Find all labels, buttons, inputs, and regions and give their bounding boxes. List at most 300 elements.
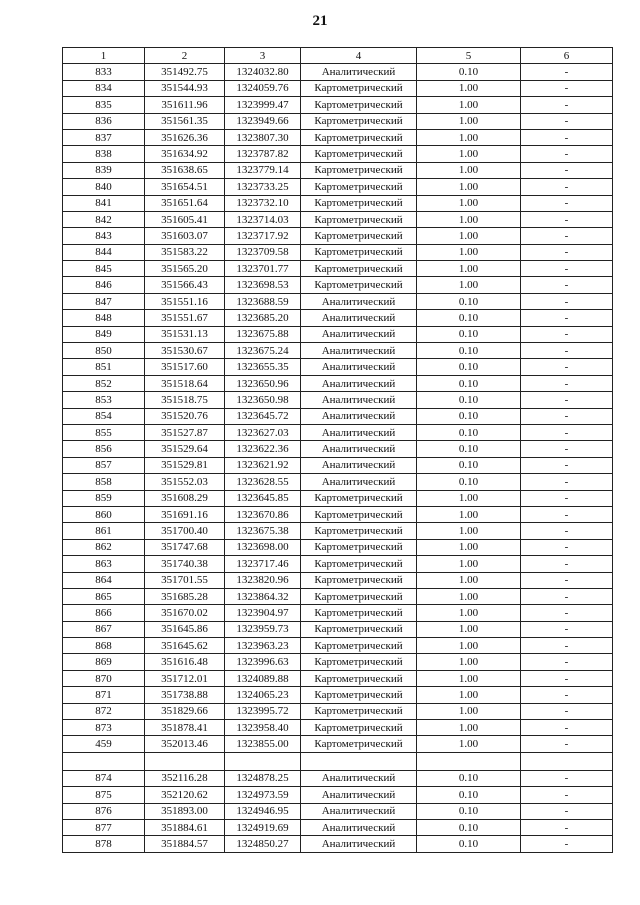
table-cell: 351747.68 xyxy=(145,539,225,555)
table-cell: 352116.28 xyxy=(145,770,225,786)
table-cell: 840 xyxy=(63,179,145,195)
table-cell: 1324059.76 xyxy=(225,80,301,96)
table-cell: - xyxy=(521,64,613,80)
table-cell: Картометрический xyxy=(301,687,417,703)
table-cell xyxy=(417,752,521,770)
table-cell: 855 xyxy=(63,424,145,440)
table-cell: Аналитический xyxy=(301,457,417,473)
table-cell: 351884.57 xyxy=(145,836,225,852)
table-cell: 838 xyxy=(63,146,145,162)
table-cell: 351518.64 xyxy=(145,375,225,391)
table-cell: 854 xyxy=(63,408,145,424)
table-cell: 842 xyxy=(63,211,145,227)
table-cell: 877 xyxy=(63,819,145,835)
table-cell: 1323807.30 xyxy=(225,129,301,145)
table-row xyxy=(63,588,613,604)
table-cell: - xyxy=(521,146,613,162)
table-header-row xyxy=(63,48,613,64)
table-cell: - xyxy=(521,129,613,145)
table-cell: 0.10 xyxy=(417,457,521,473)
table-row xyxy=(63,179,613,195)
table-cell: - xyxy=(521,195,613,211)
table-cell: 351611.96 xyxy=(145,97,225,113)
table-cell: Картометрический xyxy=(301,277,417,293)
table-cell: 878 xyxy=(63,836,145,852)
table-cell: Аналитический xyxy=(301,408,417,424)
table-cell: 351565.20 xyxy=(145,261,225,277)
table-cell: - xyxy=(521,605,613,621)
table-row xyxy=(63,819,613,835)
table-cell: 351531.13 xyxy=(145,326,225,342)
table-cell: 839 xyxy=(63,162,145,178)
table-cell: 860 xyxy=(63,506,145,522)
table-cell xyxy=(301,752,417,770)
table-cell: 869 xyxy=(63,654,145,670)
table-cell: 1323996.63 xyxy=(225,654,301,670)
table-cell: 1.00 xyxy=(417,113,521,129)
table-cell: Аналитический xyxy=(301,375,417,391)
table-cell: 837 xyxy=(63,129,145,145)
table-cell: 351517.60 xyxy=(145,359,225,375)
table-row xyxy=(63,803,613,819)
table-cell: 867 xyxy=(63,621,145,637)
table-cell: - xyxy=(521,97,613,113)
table-row xyxy=(63,113,613,129)
table-cell: Картометрический xyxy=(301,720,417,736)
header-cell: 4 xyxy=(301,48,417,64)
table-cell: 351561.35 xyxy=(145,113,225,129)
table-cell: 351893.00 xyxy=(145,803,225,819)
table-row xyxy=(63,836,613,852)
table-cell: 876 xyxy=(63,803,145,819)
table-cell: Картометрический xyxy=(301,523,417,539)
table-cell: - xyxy=(521,506,613,522)
table-cell: - xyxy=(521,424,613,440)
table-row xyxy=(63,343,613,359)
table-cell: - xyxy=(521,703,613,719)
table-cell: 1.00 xyxy=(417,490,521,506)
table-cell: Аналитический xyxy=(301,392,417,408)
table-row xyxy=(63,670,613,686)
table-cell: 351701.55 xyxy=(145,572,225,588)
table-cell: Картометрический xyxy=(301,490,417,506)
table-cell: - xyxy=(521,277,613,293)
table-cell: Картометрический xyxy=(301,703,417,719)
table-cell: 352120.62 xyxy=(145,787,225,803)
table-cell: - xyxy=(521,539,613,555)
table-cell: - xyxy=(521,326,613,342)
table-cell: 1323628.55 xyxy=(225,474,301,490)
table-cell: - xyxy=(521,343,613,359)
table-cell: 1323675.38 xyxy=(225,523,301,539)
table-cell: 351520.76 xyxy=(145,408,225,424)
table-row xyxy=(63,621,613,637)
table-cell: 0.10 xyxy=(417,310,521,326)
table-cell: 351518.75 xyxy=(145,392,225,408)
table-cell xyxy=(225,752,301,770)
table-row xyxy=(63,638,613,654)
table-row xyxy=(63,326,613,342)
table-cell: Картометрический xyxy=(301,80,417,96)
table-cell: 1.00 xyxy=(417,605,521,621)
table-cell: - xyxy=(521,720,613,736)
table-cell: Картометрический xyxy=(301,670,417,686)
table-cell: 1.00 xyxy=(417,736,521,752)
table-cell: 1.00 xyxy=(417,670,521,686)
table-cell: Картометрический xyxy=(301,113,417,129)
table-cell: 1324973.59 xyxy=(225,787,301,803)
table-cell: 1323904.97 xyxy=(225,605,301,621)
table-cell: 1324919.69 xyxy=(225,819,301,835)
table-cell: 861 xyxy=(63,523,145,539)
table-cell: 1.00 xyxy=(417,621,521,637)
table-cell: 0.10 xyxy=(417,408,521,424)
table-cell: Картометрический xyxy=(301,261,417,277)
table-cell: Картометрический xyxy=(301,97,417,113)
table-cell: Аналитический xyxy=(301,787,417,803)
table-cell: 1323655.35 xyxy=(225,359,301,375)
table-cell: 1.00 xyxy=(417,506,521,522)
table-cell: 1.00 xyxy=(417,539,521,555)
table-cell: 874 xyxy=(63,770,145,786)
table-cell: - xyxy=(521,375,613,391)
table-cell: Аналитический xyxy=(301,359,417,375)
table-cell: 1.00 xyxy=(417,228,521,244)
table-cell: 1.00 xyxy=(417,129,521,145)
table-cell: 351583.22 xyxy=(145,244,225,260)
table-cell: 0.10 xyxy=(417,375,521,391)
table-cell: 1.00 xyxy=(417,146,521,162)
table-cell: 0.10 xyxy=(417,787,521,803)
table-cell: 1323645.85 xyxy=(225,490,301,506)
table-cell: 351527.87 xyxy=(145,424,225,440)
table-cell: 351492.75 xyxy=(145,64,225,80)
table-cell: - xyxy=(521,359,613,375)
table-row xyxy=(63,195,613,211)
table-cell xyxy=(521,752,613,770)
table-cell: 864 xyxy=(63,572,145,588)
table-cell: 844 xyxy=(63,244,145,260)
table-cell: Картометрический xyxy=(301,736,417,752)
table-body xyxy=(63,64,613,852)
table-cell: 1.00 xyxy=(417,572,521,588)
table-cell: 1323732.10 xyxy=(225,195,301,211)
table-cell: 856 xyxy=(63,441,145,457)
table-row xyxy=(63,654,613,670)
table-cell: 1323733.25 xyxy=(225,179,301,195)
table-cell: 1324946.95 xyxy=(225,803,301,819)
table-cell: 0.10 xyxy=(417,64,521,80)
table-cell: 1324878.25 xyxy=(225,770,301,786)
table-row xyxy=(63,770,613,786)
table-cell: 1323675.24 xyxy=(225,343,301,359)
table-row xyxy=(63,457,613,473)
table-cell: 859 xyxy=(63,490,145,506)
table-cell: 1324032.80 xyxy=(225,64,301,80)
table-cell: 1323627.03 xyxy=(225,424,301,440)
table-cell: Аналитический xyxy=(301,64,417,80)
table-cell: 1323698.53 xyxy=(225,277,301,293)
table-cell: 843 xyxy=(63,228,145,244)
table-cell: - xyxy=(521,556,613,572)
table-cell: - xyxy=(521,770,613,786)
table-cell: 1323995.72 xyxy=(225,703,301,719)
table-row xyxy=(63,787,613,803)
table-cell: 847 xyxy=(63,293,145,309)
table-cell: 351529.64 xyxy=(145,441,225,457)
table-cell: 1323714.03 xyxy=(225,211,301,227)
table-cell: 841 xyxy=(63,195,145,211)
table-cell: 351691.16 xyxy=(145,506,225,522)
table-cell: Картометрический xyxy=(301,129,417,145)
table-cell: 862 xyxy=(63,539,145,555)
table-cell: 1323855.00 xyxy=(225,736,301,752)
table-cell: 857 xyxy=(63,457,145,473)
table-cell: Картометрический xyxy=(301,179,417,195)
table-row xyxy=(63,490,613,506)
table-cell xyxy=(63,752,145,770)
table-cell: 459 xyxy=(63,736,145,752)
table-cell: 1.00 xyxy=(417,179,521,195)
table-cell: 1323685.20 xyxy=(225,310,301,326)
table-cell: - xyxy=(521,787,613,803)
table-cell: Картометрический xyxy=(301,588,417,604)
table-cell: 1323701.77 xyxy=(225,261,301,277)
table-cell: 0.10 xyxy=(417,474,521,490)
table-cell: 1.00 xyxy=(417,261,521,277)
table-cell: - xyxy=(521,654,613,670)
table-row xyxy=(63,146,613,162)
table-cell: 351608.29 xyxy=(145,490,225,506)
table-row xyxy=(63,441,613,457)
table-cell: 351529.81 xyxy=(145,457,225,473)
table-row xyxy=(63,408,613,424)
table-cell: 351740.38 xyxy=(145,556,225,572)
table-cell: - xyxy=(521,457,613,473)
table-cell: 1323621.92 xyxy=(225,457,301,473)
table-cell: Аналитический xyxy=(301,819,417,835)
table-cell: 868 xyxy=(63,638,145,654)
table-cell: Картометрический xyxy=(301,228,417,244)
table-row xyxy=(63,539,613,555)
header-cell: 3 xyxy=(225,48,301,64)
table-cell: 851 xyxy=(63,359,145,375)
table-cell: 352013.46 xyxy=(145,736,225,752)
table-cell: 1.00 xyxy=(417,556,521,572)
table-cell: 1.00 xyxy=(417,80,521,96)
table-cell: 351685.28 xyxy=(145,588,225,604)
table-cell xyxy=(145,752,225,770)
table-row xyxy=(63,129,613,145)
header-cell: 6 xyxy=(521,48,613,64)
table-row xyxy=(63,736,613,752)
table-cell: 1323963.23 xyxy=(225,638,301,654)
table-cell: 1323622.36 xyxy=(225,441,301,457)
table-cell: 351603.07 xyxy=(145,228,225,244)
table-cell: 875 xyxy=(63,787,145,803)
table-cell: 848 xyxy=(63,310,145,326)
table-cell: - xyxy=(521,441,613,457)
table-cell: 351670.02 xyxy=(145,605,225,621)
table-cell: 858 xyxy=(63,474,145,490)
table-cell: 850 xyxy=(63,343,145,359)
table-cell: 866 xyxy=(63,605,145,621)
table-cell: 351700.40 xyxy=(145,523,225,539)
table-cell: 1323949.66 xyxy=(225,113,301,129)
table-cell: 1323864.32 xyxy=(225,588,301,604)
table-row xyxy=(63,211,613,227)
table-cell: Картометрический xyxy=(301,621,417,637)
table-cell: 1.00 xyxy=(417,195,521,211)
table-cell: 1323670.86 xyxy=(225,506,301,522)
table-cell: 1323999.47 xyxy=(225,97,301,113)
table-cell: - xyxy=(521,687,613,703)
table-row xyxy=(63,97,613,113)
table-cell: - xyxy=(521,819,613,835)
table-cell: 351638.65 xyxy=(145,162,225,178)
table-row xyxy=(63,359,613,375)
table-cell: 0.10 xyxy=(417,836,521,852)
table-cell: 852 xyxy=(63,375,145,391)
table-cell: Картометрический xyxy=(301,572,417,588)
table-cell: Аналитический xyxy=(301,474,417,490)
table-cell: 1.00 xyxy=(417,211,521,227)
table-cell: 1.00 xyxy=(417,523,521,539)
table-cell: Картометрический xyxy=(301,162,417,178)
table-cell: 0.10 xyxy=(417,343,521,359)
table-cell: 1323787.82 xyxy=(225,146,301,162)
coordinates-table xyxy=(62,47,613,853)
table-cell: - xyxy=(521,261,613,277)
table-cell: 865 xyxy=(63,588,145,604)
table-cell: 351530.67 xyxy=(145,343,225,359)
table-cell: 0.10 xyxy=(417,359,521,375)
table-cell: - xyxy=(521,244,613,260)
table-row xyxy=(63,244,613,260)
table-cell: 351626.36 xyxy=(145,129,225,145)
table-cell: - xyxy=(521,392,613,408)
table-cell: 1323650.96 xyxy=(225,375,301,391)
table-cell: - xyxy=(521,572,613,588)
table-cell: 351884.61 xyxy=(145,819,225,835)
table-cell: Картометрический xyxy=(301,211,417,227)
table-cell: 0.10 xyxy=(417,424,521,440)
table-cell: 1324089.88 xyxy=(225,670,301,686)
table-cell: 1324850.27 xyxy=(225,836,301,852)
table-row xyxy=(63,523,613,539)
table-cell: Картометрический xyxy=(301,195,417,211)
header-cell: 1 xyxy=(63,48,145,64)
table-cell: 351552.03 xyxy=(145,474,225,490)
table-cell: - xyxy=(521,588,613,604)
table-cell: 1323958.40 xyxy=(225,720,301,736)
table-cell: 351551.67 xyxy=(145,310,225,326)
table-cell: 833 xyxy=(63,64,145,80)
table-row xyxy=(63,720,613,736)
table-cell: Аналитический xyxy=(301,770,417,786)
table-cell: 1.00 xyxy=(417,244,521,260)
table-cell: 836 xyxy=(63,113,145,129)
table-cell: 351651.64 xyxy=(145,195,225,211)
table-cell: Аналитический xyxy=(301,836,417,852)
table-cell: 1323717.92 xyxy=(225,228,301,244)
table-cell: - xyxy=(521,113,613,129)
table-row xyxy=(63,424,613,440)
table-cell: 835 xyxy=(63,97,145,113)
table-cell: 849 xyxy=(63,326,145,342)
table-row xyxy=(63,556,613,572)
table-row xyxy=(63,228,613,244)
table-cell: 1323779.14 xyxy=(225,162,301,178)
table-cell: 351616.48 xyxy=(145,654,225,670)
table-row xyxy=(63,261,613,277)
table-row xyxy=(63,605,613,621)
table-row xyxy=(63,64,613,80)
table-cell: - xyxy=(521,803,613,819)
table-cell: 1.00 xyxy=(417,720,521,736)
table-cell: 1.00 xyxy=(417,588,521,604)
table-cell: 1.00 xyxy=(417,277,521,293)
table-cell: Аналитический xyxy=(301,803,417,819)
table-row xyxy=(63,474,613,490)
table-cell: - xyxy=(521,228,613,244)
table-cell: - xyxy=(521,836,613,852)
table-cell: - xyxy=(521,736,613,752)
table-cell: 863 xyxy=(63,556,145,572)
table-cell: 0.10 xyxy=(417,803,521,819)
table-cell: Аналитический xyxy=(301,343,417,359)
table-cell: 0.10 xyxy=(417,326,521,342)
header-cell: 2 xyxy=(145,48,225,64)
table-cell: - xyxy=(521,523,613,539)
table-cell: - xyxy=(521,474,613,490)
table-cell: Картометрический xyxy=(301,605,417,621)
table-cell: - xyxy=(521,490,613,506)
table-row xyxy=(63,80,613,96)
table-cell: 0.10 xyxy=(417,392,521,408)
table-cell: Картометрический xyxy=(301,146,417,162)
table-cell: Картометрический xyxy=(301,539,417,555)
table-cell: Картометрический xyxy=(301,638,417,654)
table-cell: 0.10 xyxy=(417,293,521,309)
table-cell: 834 xyxy=(63,80,145,96)
table-cell: 351566.43 xyxy=(145,277,225,293)
table-row xyxy=(63,506,613,522)
table-cell: Картометрический xyxy=(301,506,417,522)
table-cell: Картометрический xyxy=(301,244,417,260)
table-cell: 1323650.98 xyxy=(225,392,301,408)
table-cell: - xyxy=(521,162,613,178)
table-cell: Аналитический xyxy=(301,310,417,326)
table-cell: 351712.01 xyxy=(145,670,225,686)
table-cell: - xyxy=(521,638,613,654)
table-cell: 873 xyxy=(63,720,145,736)
table-cell: 1323820.96 xyxy=(225,572,301,588)
table-cell: Аналитический xyxy=(301,441,417,457)
table-cell: - xyxy=(521,621,613,637)
table-cell: Картометрический xyxy=(301,556,417,572)
table-cell: 1.00 xyxy=(417,703,521,719)
table-cell: 1323698.00 xyxy=(225,539,301,555)
table-cell: Аналитический xyxy=(301,424,417,440)
table-row xyxy=(63,277,613,293)
header-cell: 5 xyxy=(417,48,521,64)
table-cell: 1.00 xyxy=(417,638,521,654)
table-cell: 351634.92 xyxy=(145,146,225,162)
table-row xyxy=(63,162,613,178)
table-cell: Аналитический xyxy=(301,326,417,342)
table-cell: 351645.62 xyxy=(145,638,225,654)
